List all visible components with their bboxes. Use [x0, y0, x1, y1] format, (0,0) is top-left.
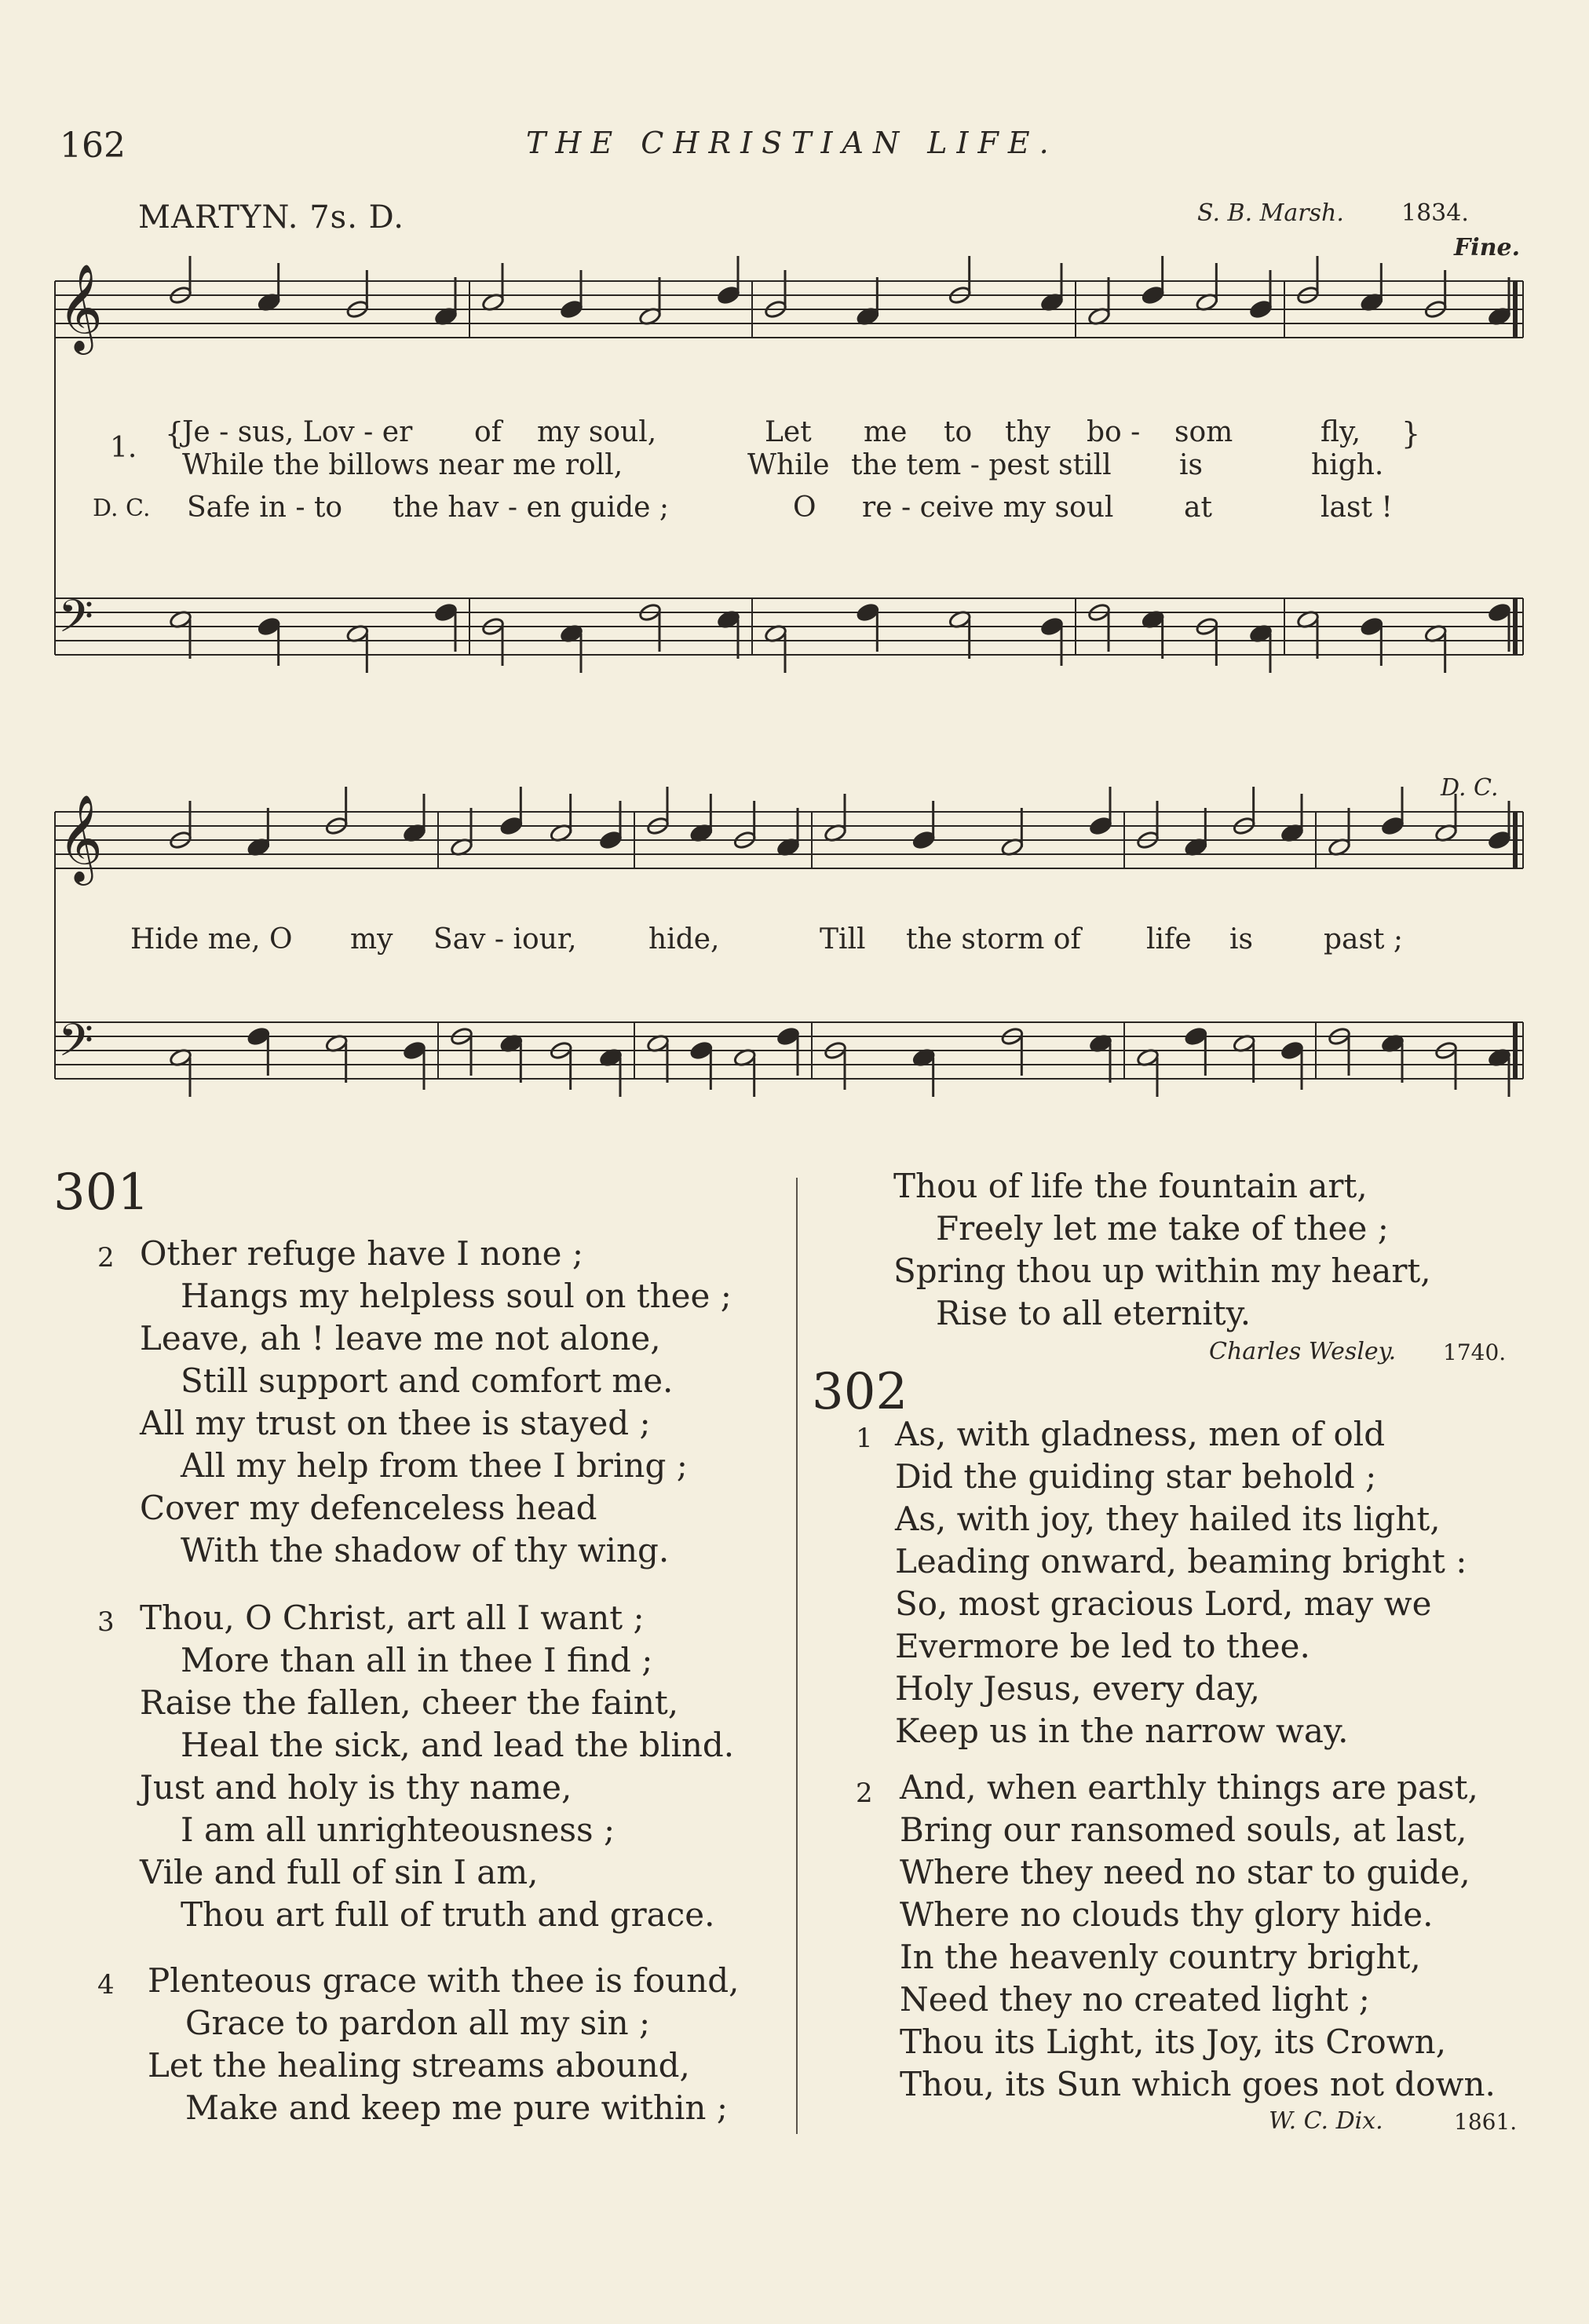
verse-line: Thou its Light, its Joy, its Crown, [900, 2023, 1447, 2061]
lyric: bo - [1087, 416, 1141, 448]
hymn-year: 1740. [1443, 1339, 1507, 1365]
verse-line: Leading onward, beaming bright : [895, 1542, 1467, 1580]
verse-line: Make and keep me pure within ; [185, 2088, 728, 2127]
verse-line: With the shadow of thy wing. [181, 1531, 670, 1569]
verse-line: Cover my defenceless head [140, 1489, 597, 1527]
lyric: O [793, 491, 816, 524]
verse-line: Just and holy is thy name, [140, 1768, 572, 1807]
verse-line: Did the guiding star behold ; [895, 1457, 1377, 1496]
lyric: the tem - pest still [851, 449, 1112, 481]
lyric: re - ceive my soul [862, 491, 1114, 524]
verse-line: Thou, its Sun which goes not down. [900, 2065, 1496, 2103]
running-title: THE CHRISTIAN LIFE. [526, 126, 1058, 160]
tune-name: MARTYN. 7s. D. [138, 199, 404, 236]
bass-clef-icon: 𝄢 [58, 1014, 94, 1078]
lyric: life [1146, 923, 1192, 956]
fine-mark: Fine. [1454, 234, 1521, 261]
verse-number: 3 [97, 1606, 115, 1638]
treble-clef-icon: 𝄞 [58, 794, 103, 882]
lyric: Let [765, 416, 812, 448]
verse-line: Thou, O Christ, art all I want ; [140, 1599, 645, 1637]
lyric: While [747, 449, 830, 481]
verse-line: All my trust on thee is stayed ; [140, 1404, 651, 1442]
verse-line: Where they need no star to guide, [900, 1853, 1470, 1891]
lyric: me [864, 416, 908, 448]
verse-line: Other refuge have I none ; [140, 1234, 583, 1273]
verse-line: As, with joy, they hailed its light, [895, 1500, 1441, 1538]
lyric: Hide me, O [130, 923, 293, 956]
verse-line: Where no clouds thy glory hide. [900, 1895, 1434, 1934]
lyric: my [350, 923, 393, 956]
hymn-number: 302 [812, 1363, 908, 1421]
lyric: the storm of [906, 923, 1081, 956]
dc-mark: D. C. [1441, 774, 1499, 802]
verse-line: As, with gladness, men of old [895, 1415, 1386, 1453]
lyric: my soul, [537, 416, 657, 448]
lyric: som [1174, 416, 1233, 448]
verse-line: Grace to pardon all my sin ; [185, 2004, 651, 2042]
lyric: the hav - en guide ; [393, 491, 670, 524]
brace-close-icon: } [1401, 416, 1421, 451]
verse-line: Raise the fallen, cheer the faint, [140, 1683, 679, 1722]
verse-number: 1. [110, 432, 137, 464]
verse-line: Freely let me take of thee ; [936, 1209, 1389, 1248]
verse-line: Evermore be led to thee. [895, 1627, 1310, 1665]
verse-line: Let the healing streams abound, [148, 2046, 690, 2085]
dc-label: D. C. [93, 495, 151, 522]
lyric: While the billows near me roll, [182, 449, 623, 481]
verse-line: Plenteous grace with thee is found, [148, 1961, 740, 2000]
verse-line: Leave, ah ! leave me not alone, [140, 1319, 661, 1357]
lyric: Till [820, 923, 866, 956]
verse-line: And, when earthly things are past, [900, 1768, 1478, 1807]
verse-line: Still support and comfort me. [181, 1361, 674, 1400]
hymn-author: W. C. Dix. [1269, 2107, 1383, 2135]
lyric: Je - sus, Lov - er [182, 416, 413, 448]
lyric: Safe in - to [187, 491, 343, 524]
verse-line: Thou of life the fountain art, [893, 1167, 1368, 1205]
lyric: is [1179, 449, 1203, 481]
verse-line: So, most gracious Lord, may we [895, 1584, 1432, 1623]
hymn-year: 1861. [1454, 2109, 1518, 2135]
lyric: last ! [1321, 491, 1393, 524]
treble-clef-icon: 𝄞 [58, 263, 103, 351]
lyric: high. [1311, 449, 1384, 481]
lyric: is [1229, 923, 1253, 956]
column-divider [796, 1178, 798, 2134]
verse-line: All my help from thee I bring ; [181, 1446, 688, 1485]
bass-clef-icon: 𝄢 [58, 590, 94, 654]
verse-line: Rise to all eternity. [936, 1294, 1251, 1332]
page-number: 162 [60, 126, 126, 166]
verse-line: I am all unrighteousness ; [181, 1811, 616, 1849]
verse-line: In the heavenly country bright, [900, 1938, 1421, 1976]
verse-number: 2 [856, 1778, 873, 1809]
verse-line: Thou art full of truth and grace. [181, 1895, 715, 1934]
verse-number: 1 [856, 1423, 873, 1454]
verse-line: Vile and full of sin I am, [140, 1853, 539, 1891]
lyric: hide, [648, 923, 720, 956]
verse-number: 4 [97, 1969, 115, 2001]
verse-line: Need they no created light ; [900, 1980, 1370, 2019]
lyric: of [474, 416, 502, 448]
lyric: to [944, 416, 973, 448]
verse-number: 2 [97, 1242, 115, 1273]
composer-year: 1834. [1401, 199, 1469, 227]
lyric: thy [1005, 416, 1050, 448]
verse-line: Bring our ransomed souls, at last, [900, 1811, 1467, 1849]
composer: S. B. Marsh. [1197, 199, 1344, 227]
hymn-author: Charles Wesley. [1209, 1338, 1397, 1365]
verse-line: Heal the sick, and lead the blind. [181, 1726, 735, 1764]
brace-open-icon: { [165, 416, 184, 451]
lyric: fly, [1321, 416, 1361, 448]
hymn-number: 301 [53, 1164, 150, 1222]
lyric: past ; [1324, 923, 1404, 956]
verse-line: More than all in thee I find ; [181, 1641, 653, 1679]
lyric: Sav - iour, [433, 923, 577, 956]
verse-line: Keep us in the narrow way. [895, 1712, 1349, 1750]
lyric: at [1184, 491, 1212, 524]
verse-line: Spring thou up within my heart, [893, 1252, 1431, 1290]
verse-line: Hangs my helpless soul on thee ; [181, 1277, 732, 1315]
verse-line: Holy Jesus, every day, [895, 1669, 1260, 1708]
